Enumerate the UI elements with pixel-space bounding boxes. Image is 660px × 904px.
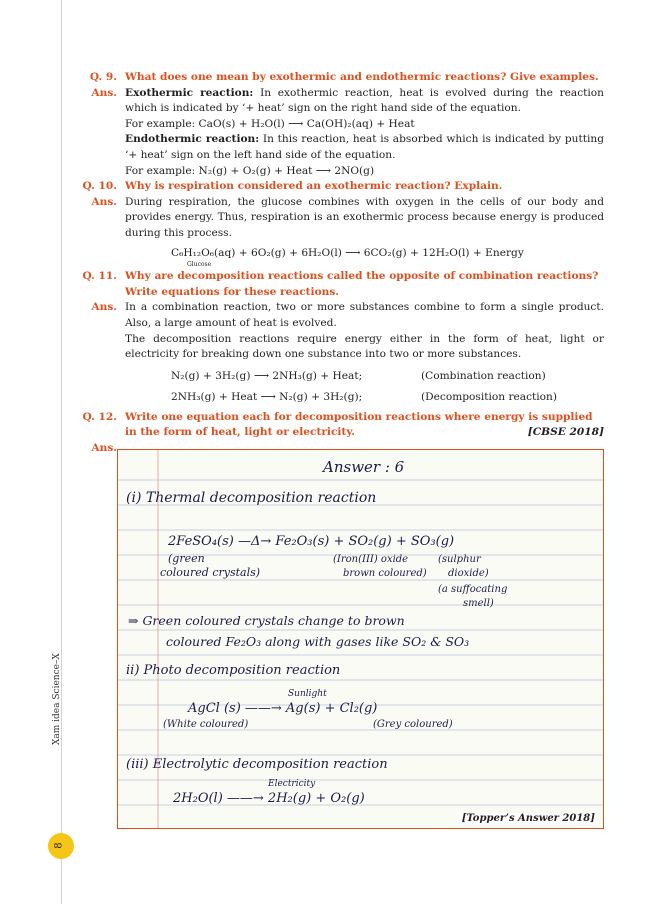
question-11 — [79, 269, 604, 300]
q11-text2: The decomposition reactions require energy either in the form of heat, light or electricity for breaking down one substance into two or more substances. — [125, 332, 604, 361]
hw-line3c: (sulphur — [438, 554, 481, 565]
hw-line9: ii) Photo decomposition reaction — [126, 663, 341, 678]
hw-line13: 2H₂O(l) ——→ 2H₂(g) + O₂(g) — [173, 791, 365, 806]
q12-ans-label: Ans. — [91, 442, 117, 455]
q10-text: Why is respiration considered an exothermic reaction? Explain. — [125, 180, 503, 193]
endo-title: Endothermic reaction: — [125, 133, 260, 146]
question-12 — [79, 410, 604, 441]
hw-line3a: (green — [168, 552, 205, 565]
q9-text: What does one mean by exothermic and endothermic reactions? Give examples. — [125, 71, 599, 83]
topper-tag: [Topper’s Answer 2018] — [461, 813, 595, 824]
respiration-equation: C₆H₁₂O₆(aq) + 6O₂(g) + 6H₂O(l) ⟶ 6CO₂(g) + 12H₂O(l) + Energy — [171, 246, 524, 259]
answer-10 — [79, 195, 604, 269]
q11-ans-label: Ans. — [91, 301, 117, 314]
exo-example: For example: CaO(s) + H₂O(l) ⟶ Ca(OH)₂(aq) + Heat — [125, 117, 415, 130]
cbse-tag: [CBSE 2018] — [527, 426, 604, 439]
q11-number: Q. 11. — [82, 270, 117, 283]
page-number: 8 — [53, 842, 65, 849]
handwritten-answer-sheet — [118, 450, 603, 828]
hw-line5: (a suffocating — [438, 584, 508, 595]
endo-example: For example: N₂(g) + O₂(g) + Heat ⟶ 2NO(g) — [125, 164, 375, 177]
hw-line4b: brown coloured) — [343, 568, 427, 579]
book-title-side: Xam idea Science–X — [52, 653, 62, 745]
hw-line4c: dioxide) — [448, 568, 489, 579]
answer-9 — [79, 86, 604, 180]
q12-number: Q. 12. — [82, 410, 117, 423]
hw-line12: (iii) Electrolytic decomposition reaction — [126, 757, 388, 772]
q11-text1: In a combination reaction, two or more substances combine to form a single product. Also, a large amount of heat is evolved. — [125, 301, 604, 329]
q10-answer-text: During respiration, the glucose combines with oxygen in the cells of our body and provides energy. Thus, respiration is an exothermic process because energy is produced during this process. — [125, 195, 604, 239]
hw-line11b: (Grey coloured) — [373, 719, 453, 730]
page-number-badge — [48, 833, 74, 859]
hw-line4a: coloured crystals) — [160, 566, 261, 579]
exo-text: In exothermic reaction, heat is evolved during the reaction which is indicated by ‘+ heat’ sign on the right hand side of the equation. — [125, 86, 604, 115]
hw-electricity: Electricity — [268, 779, 316, 789]
decomposition-label: (Decomposition reaction) — [421, 391, 558, 404]
topper-answer-image — [117, 449, 604, 829]
hw-header: Answer : 6 — [323, 458, 405, 476]
hw-line1: (i) Thermal decomposition reaction — [126, 490, 377, 506]
hw-line7: ⇒ Green coloured crystals change to brown — [128, 613, 405, 628]
main-content — [79, 70, 604, 457]
q9-ans-label: Ans. — [91, 86, 117, 99]
decomposition-equation: 2NH₃(g) + Heat ⟶ N₂(g) + 3H₂(g); — [171, 391, 363, 404]
exo-title: Exothermic reaction: — [125, 86, 254, 99]
answer-11 — [79, 300, 604, 406]
q9-number: Q. 9. — [89, 71, 117, 83]
q11-text: Why are decomposition reactions called the opposite of combination reactions? Write equations for these reactions. — [125, 270, 599, 298]
q10-ans-label: Ans. — [91, 195, 117, 208]
endo-text: In this reaction, heat is absorbed which is indicated by putting ‘+ heat’ sign on the left hand side of the equation. — [125, 133, 604, 161]
question-9 — [79, 70, 604, 86]
hw-line3b: (Iron(III) oxide — [333, 554, 409, 565]
combination-label: (Combination reaction) — [421, 369, 546, 382]
question-10 — [79, 179, 604, 195]
hw-line10: AgCl (s) ——→ Ag(s) + Cl₂(g) — [188, 701, 378, 716]
q10-number: Q. 10. — [82, 180, 117, 193]
hw-sunlight: Sunlight — [288, 689, 327, 699]
q12-text: Write one equation each for decomposition reactions where energy is supplied in the form of heat, light or electricity. — [125, 410, 593, 439]
hw-line8: coloured Fe₂O₃ along with gases like SO₂ & SO₃ — [166, 634, 470, 649]
hw-line2: 2FeSO₄(s) —Δ→ Fe₂O₃(s) + SO₂(g) + SO₃(g) — [168, 534, 455, 549]
hw-line6: smell) — [463, 598, 494, 609]
glucose-label: Glucose — [187, 261, 212, 269]
hw-line11a: (White coloured) — [163, 719, 249, 730]
combination-equation: N₂(g) + 3H₂(g) ⟶ 2NH₃(g) + Heat; — [171, 369, 363, 382]
margin-line — [61, 0, 62, 904]
